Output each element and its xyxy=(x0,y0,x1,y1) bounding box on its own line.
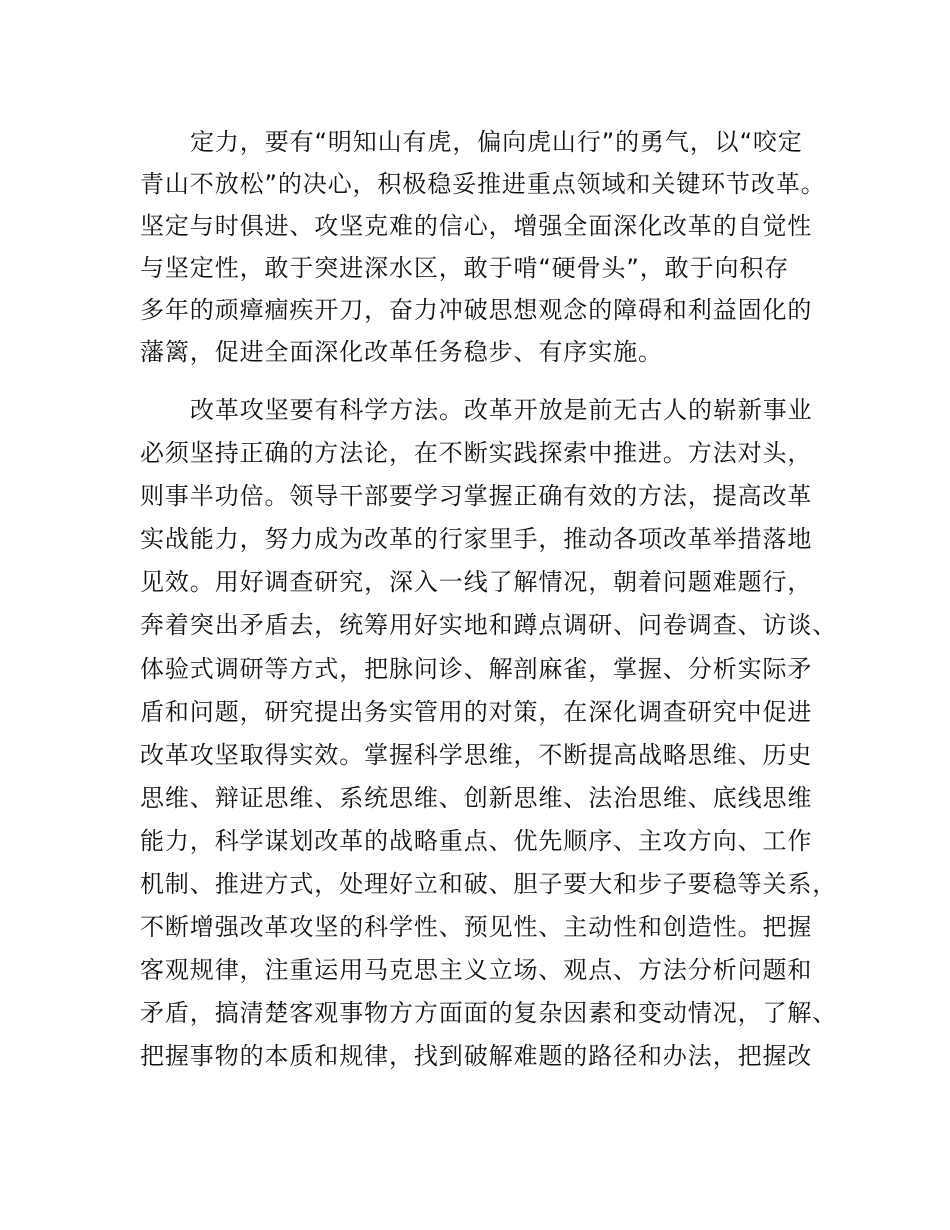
text-line: 实战能力，努力成为改革的行家里手，推动各项改革举措落地 xyxy=(140,525,813,554)
text-line: 与坚定性，敢于突进深水区，敢于啃“硬骨头”，敢于向积存 xyxy=(140,254,790,282)
text-line: 奔着突出矛盾去，统筹用好实地和蹲点调研、问卷调查、访谈、 xyxy=(140,611,838,640)
text-line: 多年的顽瘴痼疾开刀，奋力冲破思想观念的障碍和利益固化的 xyxy=(140,296,813,324)
text-line: 改革攻坚要有科学方法。改革开放是前无古人的崭新事业 xyxy=(190,396,813,424)
text-line: 则事半功倍。领导干部要学习掌握正确有效的方法，提高改革 xyxy=(140,482,813,511)
text-line: 不断增强改革攻坚的科学性、预见性、主动性和创造性。把握 xyxy=(140,913,813,942)
text-line: 坚定与时俱进、攻坚克难的信心，增强全面深化改革的自觉性 xyxy=(140,212,813,240)
paragraph-2 xyxy=(140,389,840,1079)
text-line: 盾和问题，研究提出务实管用的对策，在深化调查研究中促进 xyxy=(140,697,813,726)
text-line: 客观规律，注重运用马克思主义立场、观点、方法分析问题和 xyxy=(140,956,813,985)
paragraph-1 xyxy=(140,121,840,373)
text-line: 能力，科学谋划改革的战略重点、优先顺序、主攻方向、工作 xyxy=(140,826,813,855)
text-line: 机制、推进方式，处理好立和破、胆子要大和步子要稳等关系， xyxy=(140,870,838,899)
text-line: 思维、辩证思维、系统思维、创新思维、法治思维、底线思维 xyxy=(140,783,813,812)
text-line: 必须坚持正确的方法论，在不断实践探索中推进。方法对头， xyxy=(140,439,813,468)
text-line: 藩篱，促进全面深化改革任务稳步、有序实施。 xyxy=(140,338,663,366)
text-line: 改革攻坚取得实效。掌握科学思维，不断提高战略思维、历史 xyxy=(140,740,813,769)
text-line: 体验式调研等方式，把脉问诊、解剖麻雀，掌握、分析实际矛 xyxy=(140,654,813,683)
text-line: 矛盾，搞清楚客观事物方方面面的复杂因素和变动情况，了解、 xyxy=(140,999,838,1028)
text-line: 把握事物的本质和规律，找到破解难题的路径和办法，把握改 xyxy=(140,1042,813,1071)
text-line: 见效。用好调查研究，深入一线了解情况，朝着问题难题行， xyxy=(140,568,813,597)
text-line: 青山不放松”的决心，积极稳妥推进重点领域和关键环节改革。 xyxy=(140,170,826,198)
text-line: 定力，要有“明知山有虎，偏向虎山行”的勇气，以“咬定 xyxy=(190,128,803,156)
